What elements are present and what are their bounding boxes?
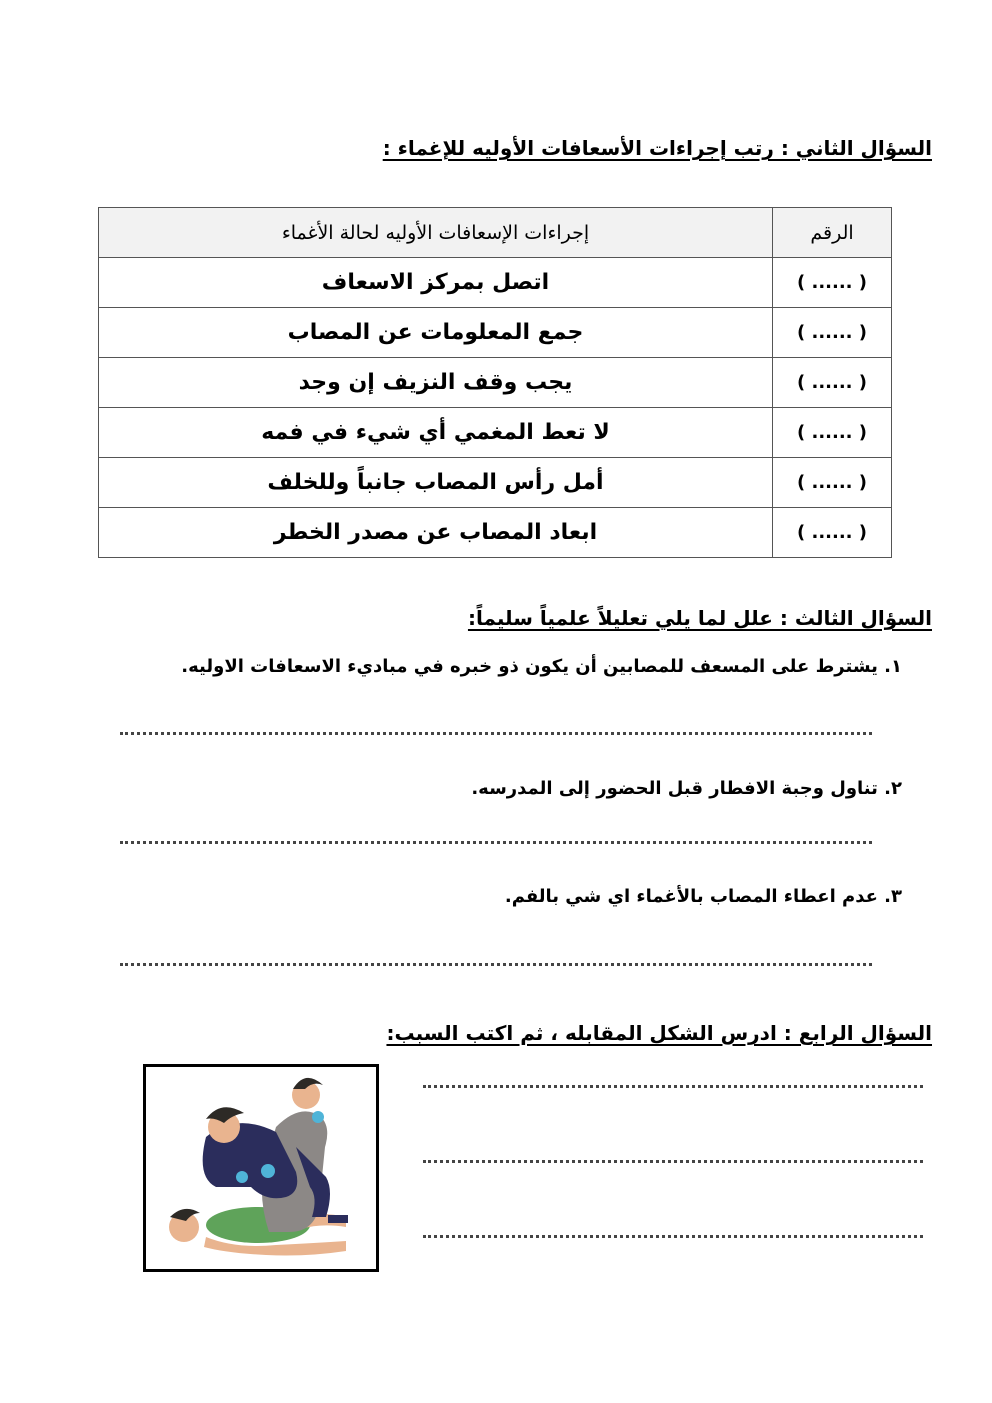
table-row	[99, 408, 892, 458]
question2-title: السؤال الثاني : رتب إجراءات الأسعافات الأوليه للإغماء :	[382, 136, 932, 160]
reason-line-3[interactable]	[423, 1235, 923, 1238]
order-blank[interactable]: ( ...... )	[773, 358, 892, 408]
table-row	[99, 258, 892, 308]
step-text: يجب وقف النزيف إن وجد	[99, 358, 773, 408]
question4-title: السؤال الرابع : ادرس الشكل المقابله ، ثم اكتب السبب:	[386, 1021, 932, 1045]
answer-line-2[interactable]	[120, 841, 872, 844]
question3-title: السؤال الثالث : علل لما يلي تعليلاً علمياً سليماً:	[467, 606, 932, 630]
table-row	[99, 508, 892, 558]
step-text: أمل رأس المصاب جانباً وللخلف	[99, 458, 773, 508]
question3-item-3: ٣. عدم اعطاء المصاب بالأغماء اي شي بالفم.	[504, 886, 902, 907]
table-row	[99, 308, 892, 358]
step-text: ابعاد المصاب عن مصدر الخطر	[99, 508, 773, 558]
table-header-row	[99, 208, 892, 258]
step-text: اتصل بمركز الاسعاف	[99, 258, 773, 308]
order-blank[interactable]: ( ...... )	[773, 508, 892, 558]
order-blank[interactable]: ( ...... )	[773, 308, 892, 358]
question3-item-2: ٢. تناول وجبة الافطار قبل الحضور إلى المدرسه.	[471, 778, 902, 799]
header-number: الرقم	[773, 208, 892, 258]
reason-line-1[interactable]	[423, 1085, 923, 1088]
header-steps: إجراءات الإسعافات الأوليه لحالة الأغماء	[99, 208, 773, 258]
order-blank[interactable]: ( ...... )	[773, 458, 892, 508]
order-blank[interactable]: ( ...... )	[773, 258, 892, 308]
step-text: لا تعط المغمي أي شيء في فمه	[99, 408, 773, 458]
question3-item-1: ١. يشترط على المسعف للمصابين أن يكون ذو خبره في مباديء الاسعافات الاوليه.	[181, 656, 902, 677]
reason-line-2[interactable]	[423, 1160, 923, 1163]
step-text: جمع المعلومات عن المصاب	[99, 308, 773, 358]
recovery-position-illustration	[146, 1067, 376, 1269]
table-row	[99, 458, 892, 508]
first-aid-figure	[143, 1064, 379, 1272]
order-blank[interactable]: ( ...... )	[773, 408, 892, 458]
answer-line-1[interactable]	[120, 732, 872, 735]
first-aid-steps-table	[98, 207, 892, 558]
answer-line-3[interactable]	[120, 963, 872, 966]
table-row	[99, 358, 892, 408]
